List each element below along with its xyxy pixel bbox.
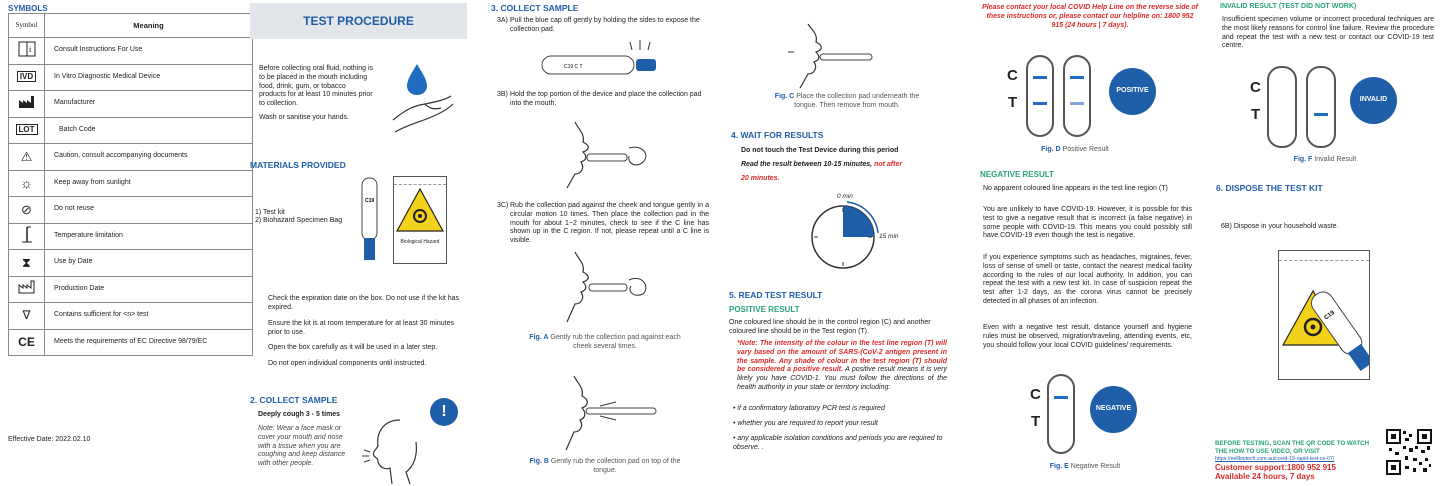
biohazard-label: Biological Hazard [400, 238, 440, 245]
positive-cassette-1 [1026, 55, 1054, 137]
read-result-title: 5. READ TEST RESULT [729, 290, 823, 300]
material-item: 1) Test kit [255, 209, 285, 216]
t-label: T [1008, 94, 1018, 111]
table-row [9, 117, 253, 144]
invalid-cassette-2 [1306, 66, 1336, 148]
symbols-table [8, 13, 253, 356]
support-hours: Available 24 hours, 7 days [1215, 472, 1315, 481]
step-3c: Rub the collection pad against the cheek and tongue gently in a circular motion 10 times. Then place the collection pad in the mouth for about 1~2 minutes, check to see if the C line has shown up in the C region. If not, please repeat until a C line is visible. [510, 202, 709, 244]
positive-note: *Note: The intensity of the colour in the test line region (T) will vary based on the amount of SARS-(CoV-2 antigen present in the sample. Any shade of colour in the test region (T) should be considered a positive result. A positive result means it is very likely you have COVID-1. You must follow the directions of the health authority in your state or territory including: [737, 340, 947, 391]
control-line [1033, 76, 1047, 79]
table-row [9, 91, 253, 118]
fig-d-caption: Fig. D Positive Result [1041, 146, 1109, 153]
symbol-meaning: Batch Code [45, 117, 253, 144]
symbol-meaning: Manufacturer [45, 91, 253, 118]
sufficient-icon: ∇ [9, 303, 45, 330]
invalid-badge: INVALID [1350, 77, 1397, 124]
negative-cassette [1047, 374, 1075, 454]
symbol-meaning: Temperature limitation [45, 223, 253, 250]
negative-symptoms: If you experience symptoms such as headaches, migraines, fever, loss of sense of smell or taste, contact the nearest medical facility according to the rules of our local authority. In addition, you can repeat the test with a new test kit. In case of suspicion repeat the test after 1-2 days, as the corona virus cannot be precisely detected in all phases of an infection. [983, 254, 1192, 305]
dispose-title: 6. DISPOSE THE TEST KIT [1216, 183, 1323, 193]
material-item: 2) Biohazard Specimen Bag [255, 217, 343, 224]
symbol-meaning: Do not reuse [45, 197, 253, 224]
bullet-pcr: • if a confirmatory laboratory PCR test is required [733, 405, 885, 412]
symbol-meaning: Contains sufficient for <n> test [45, 303, 253, 330]
step-3a: Pull the blue cap off gently by holding the sides to expose the collection pad. [510, 17, 700, 33]
negative-badge: NEGATIVE [1090, 386, 1137, 433]
symbol-meaning: Meets the requirements of EC Directive 98/79/EC [45, 329, 253, 356]
control-line [1070, 76, 1084, 79]
page-title: TEST PROCEDURE [303, 13, 414, 28]
positive-cassette-2 [1063, 55, 1091, 137]
fig-b-caption: Fig. B Gently rub the collection pad on top of the tongue. [529, 458, 681, 474]
ivd-icon: IVD [17, 71, 36, 82]
twenty-minutes: 20 minutes. [741, 175, 780, 182]
tongue-rub-icon [540, 372, 670, 452]
table-row [9, 144, 253, 171]
bullet-isolation: • any applicable isolation conditions and periods you are required to observe. . [733, 435, 943, 451]
fig-c-caption: Fig. C Place the collection pad underneath the tongue. Then remove from mouth. [774, 93, 920, 109]
helpline-notice: Please contact your local COVID Help Line on the reverse side of these instructions or, please contact our helpline on: 1800 952 915 (24 hours | 7 days). [982, 4, 1198, 29]
kit-label: C19 [365, 198, 375, 204]
fig-a-caption: Fig. A Gently rub the collection pad against each cheek several times. [529, 334, 681, 350]
test-line [1070, 102, 1084, 105]
invalid-cassette-1 [1267, 66, 1297, 148]
test-line [1314, 113, 1328, 116]
meaning-col-header: Meaning [45, 14, 253, 38]
ce-icon: CE [9, 329, 45, 356]
step-3b: Hold the top portion of the device and place the collection pad into the mouth. [510, 91, 702, 107]
test-kit-icon [358, 176, 382, 262]
c-label: C [1250, 79, 1261, 96]
symbol-meaning: Caution, consult accompanying documents [45, 144, 253, 171]
c-label: C [1007, 67, 1018, 84]
negative-explanation: You are unlikely to have COVID-19. However, it is possible for this test to give a negative result that is incorrect (a false negative) in some people with COVID-19. This means you could possibly still have COVID-19 even though the test is negative. [983, 206, 1192, 240]
device-label: C19 C T [564, 64, 583, 70]
table-row [9, 276, 253, 303]
fig-f-caption: Fig. F Invalid Result [1293, 156, 1357, 163]
symbols-title: SYMBOLS [8, 4, 48, 13]
table-row [9, 38, 253, 65]
table-row [9, 329, 253, 356]
bag-kit-label: C19 [1323, 310, 1336, 322]
test-line [1033, 102, 1047, 105]
collect-sample-title: 2. COLLECT SAMPLE [250, 395, 338, 405]
cheek-rub-icon [545, 250, 660, 325]
before-text: Before collecting oral fluid, nothing is to be placed in the mouth including food, drink, gum, or tobacco products for at least 10 minutes prior to collection. [259, 65, 374, 107]
check-components: Do not open individual components until instructed. [268, 360, 427, 367]
no-reuse-icon: ⊘ [9, 197, 45, 224]
warning-icon: ⚠ [9, 144, 45, 171]
sun-icon: ☼ [9, 170, 45, 197]
negative-title: NEGATIVE RESULT [980, 170, 1054, 179]
bullet-report: • whether you are required to report your result [733, 420, 878, 427]
symbol-col-header: Symbol [9, 14, 45, 38]
invalid-title: INVALID RESULT (TEST DID NOT WORK) [1220, 3, 1357, 10]
dispose-text: 6B) Dispose in your household waste. [1221, 223, 1339, 230]
alert-icon: ! [430, 398, 458, 426]
coughing-person-icon [360, 412, 430, 486]
production-date-icon [18, 280, 36, 294]
mouth-insert-icon [545, 120, 660, 190]
mask-note: Note: Wear a face mask or cover your mouth and nose with a tissue when you are coughing and keep distance with other people. [258, 425, 346, 467]
symbol-meaning: In Vitro Diagnostic Medical Device [45, 64, 253, 91]
symbol-meaning: Production Date [45, 276, 253, 303]
check-temperature: Ensure the kit is at room temperature for at least 30 minutes prior to use. [268, 320, 454, 336]
table-row [9, 64, 253, 91]
timer-end-label: 15 min [879, 233, 899, 240]
customer-support: Customer support:1800 952 915 [1215, 463, 1336, 472]
collect3-title: 3. COLLECT SAMPLE [491, 3, 579, 13]
biohazard-icon [1279, 261, 1370, 379]
svg-text:i: i [28, 44, 31, 54]
fig-e-caption: Fig. E Negative Result [1049, 463, 1121, 470]
wash-text: Wash or sanitise your hands. [259, 114, 350, 121]
hand-wash-icon [385, 60, 457, 140]
t-label: T [1251, 106, 1261, 123]
check-open-box: Open the box carefully as it will be used in a later step. [268, 344, 438, 351]
symbol-meaning: Consult Instructions For Use [45, 38, 253, 65]
step-label: 3C) [497, 202, 509, 209]
step-label: 3A) [497, 17, 508, 24]
qr-instruction: BEFORE TESTING, SCAN THE QR CODE TO WATCH THE HOW TO USE VIDEO, OR VISIT [1215, 440, 1370, 455]
positive-badge: POSITIVE [1109, 68, 1156, 115]
qr-url-link[interactable]: https://eellbiotech.com.au/covid-19-rapid-test-co-07/ [1215, 456, 1335, 462]
biohazard-icon [394, 185, 446, 235]
table-row [9, 303, 253, 330]
qr-code-icon[interactable] [1385, 428, 1433, 476]
table-row [9, 223, 253, 250]
timer-icon [805, 199, 881, 275]
control-line [1054, 396, 1068, 399]
symbol-meaning: Keep away from sunlight [45, 170, 253, 197]
lot-icon: LOT [16, 124, 38, 135]
negative-hygiene: Even with a negative test result, distance yourself and hygiene rules must be observed, migration/traveling, attending events, etc, you should follow your local COVID guidelines/ requirements. [983, 324, 1192, 349]
hourglass-icon: ⧗ [9, 250, 45, 277]
cough-text: Deeply cough 3 - 5 times [258, 411, 341, 418]
factory-icon [18, 95, 36, 109]
do-not-touch: Do not touch the Test Device during this period [741, 147, 899, 154]
positive-intro: One coloured line should be in the control region (C) and another coloured line should be in the Test region (T). [729, 319, 931, 335]
t-label: T [1031, 413, 1041, 430]
wait-title: 4. WAIT FOR RESULTS [731, 130, 824, 140]
symbol-meaning: Use by Date [45, 250, 253, 277]
biohazard-bag [393, 176, 447, 264]
table-row [9, 170, 253, 197]
table-row [9, 250, 253, 277]
check-expiry: Check the expiration date on the box. Do not use if the kit has expired. [268, 295, 460, 311]
thermometer-icon [19, 225, 35, 243]
dispose-bag [1278, 250, 1370, 380]
materials-title: MATERIALS PROVIDED [250, 160, 346, 170]
device-cap-icon [540, 38, 665, 78]
invalid-text: Insufficient specimen volume or incorrect procedural techniques are the most likely reasons for control line failure. Review the procedure and repeat the test with a new test or contact our COVID-19 test centre. [1222, 16, 1434, 50]
timer-start-label: 0 min [837, 193, 853, 200]
book-icon [18, 41, 36, 57]
under-tongue-icon [768, 22, 878, 90]
negative-line-text: No apparent coloured line appears in the test line region (T) [983, 185, 1168, 192]
c-label: C [1030, 386, 1041, 403]
step-label: 3B) [497, 91, 508, 98]
positive-title: POSITIVE RESULT [729, 305, 800, 314]
effective-date: Effective Date: 2022.02.10 [8, 436, 91, 443]
table-row [9, 197, 253, 224]
read-window: Read the result between 10-15 minutes, not after [741, 161, 903, 168]
